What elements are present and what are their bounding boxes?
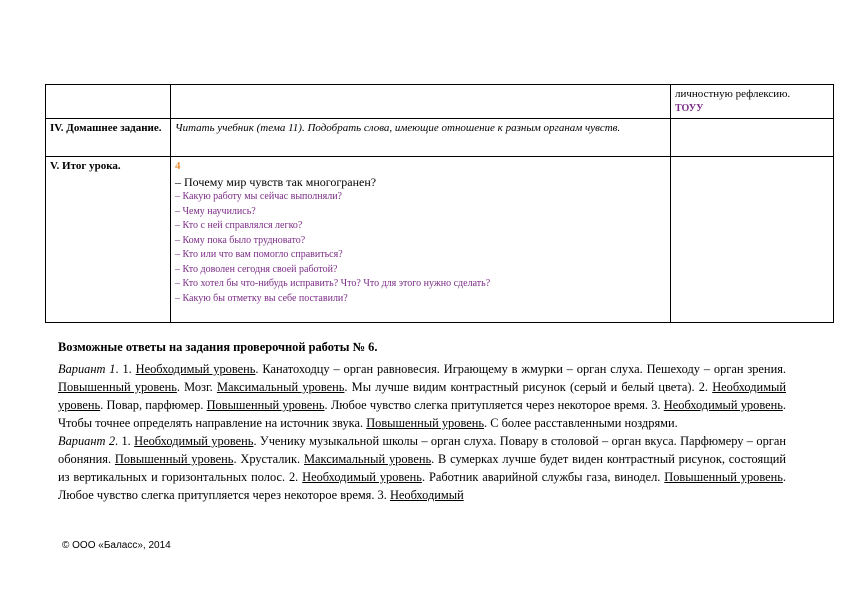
level-label: Повышенный уровень — [664, 469, 783, 484]
answer-text: . Канатоходцу – орган равновесия. Играющему в жмурки – орган слуха. Пешеходу – орган зрения. — [255, 361, 786, 376]
question-item: – Кто с ней справлялся легко? — [175, 220, 303, 232]
answer-text: . Любое чувство слегка притупляется через некоторое время. 3. — [324, 397, 664, 412]
lesson-table — [45, 84, 834, 323]
answer-text: . Мозг. — [176, 379, 217, 394]
table-cell — [671, 85, 834, 119]
answer-text: . Любое чувство слегка притупляется через некоторое время. 3. — [58, 469, 787, 502]
stage-summary: V. Итог урока. — [46, 157, 171, 323]
reflection-text: личностную рефлексию. — [675, 88, 791, 100]
answers-section — [58, 339, 786, 505]
item-number: 4 — [175, 160, 181, 172]
level-label: Повышенный уровень — [114, 451, 234, 466]
answer-text: . 1. — [115, 361, 136, 376]
level-label: Необходимый уровень — [58, 379, 786, 412]
table-cell — [671, 157, 834, 323]
table-row — [46, 157, 834, 323]
stage-homework: IV. Домашнее задание. — [46, 119, 171, 157]
level-label: Необходимый уровень — [134, 433, 254, 448]
question-item: – Чему научились? — [175, 205, 256, 217]
copyright-footer: © ООО «Баласс», 2014 — [62, 540, 171, 551]
variant-label: Вариант 1 — [58, 361, 116, 376]
answers-title: Возможные ответы на задания проверочной работы № 6. — [58, 340, 378, 354]
question-item: – Кому пока было трудновато? — [175, 234, 306, 246]
level-label: Максимальный уровень — [303, 451, 432, 466]
answer-text: . Ученику музыкальной школы – орган слуха. Повару в столовой – орган вкуса. Парфюмеру – орган обоняния. — [58, 433, 786, 466]
answer-text: . В сумерках лучше будет виден контрастный рисунок, состоящий из вертикальных и горизонтальных полос. 2. — [58, 451, 786, 484]
question-item: – Кто доволен сегодня своей работой? — [175, 263, 338, 275]
level-label: Максимальный уровень — [216, 379, 345, 394]
answer-text: . Работник аварийной службы газа, винодел. — [421, 469, 665, 484]
uud-tag: ТОУУ — [675, 102, 704, 114]
variant-label: Вариант 2 — [58, 433, 116, 448]
level-label: Повышенный уровень — [58, 379, 177, 394]
table-row — [46, 119, 834, 157]
level-label: Необходимый — [389, 487, 464, 502]
answer-text: . С более расставленными ноздрями. — [484, 415, 678, 430]
level-label: Необходимый уровень — [135, 361, 256, 376]
variant-1 — [58, 361, 786, 433]
answer-text: . Хрусталик. — [233, 451, 304, 466]
question-item: – Какую работу мы сейчас выполняли? — [175, 191, 342, 203]
table-cell — [671, 119, 834, 157]
answer-text: . 1. — [115, 433, 135, 448]
answer-text: . Повар, парфюмер. — [100, 397, 207, 412]
homework-task: Читать учебник (тема 11). Подобрать слова, имеющие отношение к разным органам чувств. — [171, 119, 671, 157]
table-cell — [171, 85, 671, 119]
level-label: Повышенный уровень — [206, 397, 325, 412]
question-item: – Кто хотел бы что-нибудь исправить? Что? Что для этого нужно сделать? — [175, 278, 491, 290]
question-item: – Кто или что вам помогло справиться? — [175, 249, 343, 261]
level-label: Необходимый уровень — [663, 397, 783, 412]
summary-cell — [171, 157, 671, 323]
variant-2 — [58, 433, 786, 505]
answer-text: . Чтобы точнее определять направление на источник звука. — [58, 397, 786, 430]
level-label: Повышенный уровень — [366, 415, 485, 430]
level-label: Необходимый уровень — [302, 469, 422, 484]
table-row — [46, 85, 834, 119]
question-item: – Какую бы отметку вы себе поставили? — [175, 292, 348, 304]
answer-text: . Мы лучше видим контрастный рисунок (серый и белый цвета). 2. — [344, 379, 713, 394]
main-question: – Почему мир чувств так многогранен? — [175, 174, 377, 189]
table-cell — [46, 85, 171, 119]
